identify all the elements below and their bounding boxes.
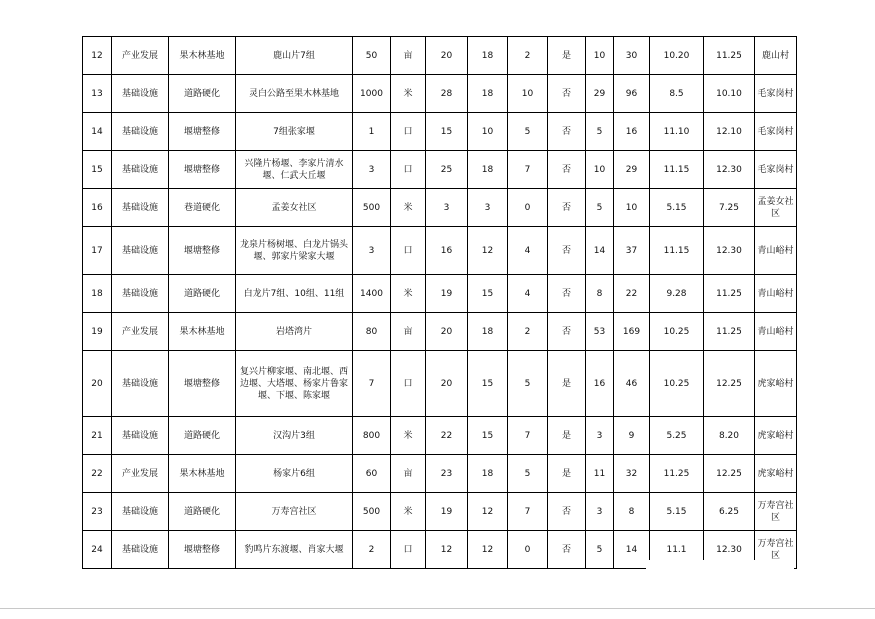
value-b-cell: 3: [468, 189, 508, 227]
category-cell: 基础设施: [112, 275, 169, 313]
value-e-cell: 8: [614, 493, 650, 531]
type-cell: 道路硬化: [169, 493, 236, 531]
value-c-cell: 10: [508, 75, 548, 113]
category-cell: 产业发展: [112, 455, 169, 493]
value-a-cell: 25: [426, 151, 468, 189]
category-cell: 基础设施: [112, 417, 169, 455]
location-cell: 汉沟片3组: [236, 417, 353, 455]
value-c-cell: 5: [508, 455, 548, 493]
value-b-cell: 18: [468, 151, 508, 189]
location-cell: 豹鸣片东渡堰、肖家大堰: [236, 531, 353, 569]
start-date-cell: 11.25: [650, 455, 704, 493]
value-b-cell: 18: [468, 75, 508, 113]
village-cell: 毛家岗村: [755, 151, 797, 189]
flag-cell: 否: [548, 531, 586, 569]
value-c-cell: 5: [508, 113, 548, 151]
end-date-cell: 12.25: [704, 455, 755, 493]
value-e-cell: 32: [614, 455, 650, 493]
type-cell: 堰塘整修: [169, 113, 236, 151]
value-d-cell: 5: [586, 113, 614, 151]
value-d-cell: 5: [586, 531, 614, 569]
type-cell: 巷道硬化: [169, 189, 236, 227]
flag-cell: 是: [548, 37, 586, 75]
start-date-cell: 11.15: [650, 227, 704, 275]
table-row: [83, 275, 797, 313]
value-b-cell: 12: [468, 493, 508, 531]
quantity-cell: 1000: [353, 75, 391, 113]
row-number: 21: [83, 417, 112, 455]
location-cell: 孟姜女社区: [236, 189, 353, 227]
table-body: [83, 37, 797, 569]
start-date-cell: 11.1: [650, 531, 704, 569]
end-date-cell: 12.25: [704, 351, 755, 417]
category-cell: 基础设施: [112, 493, 169, 531]
quantity-cell: 50: [353, 37, 391, 75]
value-d-cell: 11: [586, 455, 614, 493]
end-date-cell: 11.25: [704, 275, 755, 313]
flag-cell: 否: [548, 113, 586, 151]
value-d-cell: 14: [586, 227, 614, 275]
value-c-cell: 4: [508, 227, 548, 275]
row-number: 23: [83, 493, 112, 531]
table-row: [83, 493, 797, 531]
row-number: 17: [83, 227, 112, 275]
category-cell: 基础设施: [112, 189, 169, 227]
unit-cell: 口: [391, 351, 426, 417]
unit-cell: 口: [391, 227, 426, 275]
type-cell: 堰塘整修: [169, 531, 236, 569]
value-d-cell: 10: [586, 37, 614, 75]
start-date-cell: 5.15: [650, 493, 704, 531]
table-row: [83, 113, 797, 151]
quantity-cell: 2: [353, 531, 391, 569]
quantity-cell: 60: [353, 455, 391, 493]
value-e-cell: 9: [614, 417, 650, 455]
end-date-cell: 11.25: [704, 37, 755, 75]
unit-cell: 亩: [391, 313, 426, 351]
type-cell: 道路硬化: [169, 275, 236, 313]
value-e-cell: 37: [614, 227, 650, 275]
location-cell: 灵白公路至果木林基地: [236, 75, 353, 113]
value-a-cell: 20: [426, 351, 468, 417]
quantity-cell: 3: [353, 151, 391, 189]
blank-mask: [646, 560, 794, 574]
village-cell: 万寿宫社区: [755, 493, 797, 531]
village-cell: 虎家峪村: [755, 351, 797, 417]
project-table: [82, 36, 797, 569]
category-cell: 基础设施: [112, 531, 169, 569]
value-a-cell: 19: [426, 493, 468, 531]
end-date-cell: 12.30: [704, 531, 755, 569]
value-a-cell: 12: [426, 531, 468, 569]
village-cell: 青山峪村: [755, 227, 797, 275]
quantity-cell: 7: [353, 351, 391, 417]
value-d-cell: 3: [586, 493, 614, 531]
village-cell: 万寿宫社区: [755, 531, 797, 569]
quantity-cell: 500: [353, 189, 391, 227]
start-date-cell: 10.25: [650, 351, 704, 417]
value-d-cell: 3: [586, 417, 614, 455]
location-cell: 白龙片7组、10组、11组: [236, 275, 353, 313]
table-row: [83, 227, 797, 275]
end-date-cell: 12.10: [704, 113, 755, 151]
value-e-cell: 96: [614, 75, 650, 113]
unit-cell: 米: [391, 75, 426, 113]
value-a-cell: 20: [426, 37, 468, 75]
village-cell: 孟姜女社区: [755, 189, 797, 227]
unit-cell: 米: [391, 275, 426, 313]
value-e-cell: 169: [614, 313, 650, 351]
category-cell: 产业发展: [112, 313, 169, 351]
value-c-cell: 5: [508, 351, 548, 417]
value-e-cell: 30: [614, 37, 650, 75]
row-number: 22: [83, 455, 112, 493]
end-date-cell: 11.25: [704, 313, 755, 351]
type-cell: 堰塘整修: [169, 351, 236, 417]
unit-cell: 米: [391, 493, 426, 531]
value-b-cell: 18: [468, 455, 508, 493]
row-number: 15: [83, 151, 112, 189]
flag-cell: 否: [548, 151, 586, 189]
start-date-cell: 5.15: [650, 189, 704, 227]
value-b-cell: 12: [468, 227, 508, 275]
quantity-cell: 800: [353, 417, 391, 455]
value-d-cell: 16: [586, 351, 614, 417]
type-cell: 堰塘整修: [169, 227, 236, 275]
start-date-cell: 11.15: [650, 151, 704, 189]
start-date-cell: 9.28: [650, 275, 704, 313]
value-c-cell: 4: [508, 275, 548, 313]
village-cell: 虎家峪村: [755, 455, 797, 493]
value-b-cell: 10: [468, 113, 508, 151]
unit-cell: 亩: [391, 455, 426, 493]
value-a-cell: 28: [426, 75, 468, 113]
value-b-cell: 18: [468, 313, 508, 351]
end-date-cell: 12.30: [704, 227, 755, 275]
type-cell: 果木林基地: [169, 455, 236, 493]
category-cell: 基础设施: [112, 75, 169, 113]
village-cell: 虎家峪村: [755, 417, 797, 455]
flag-cell: 否: [548, 275, 586, 313]
unit-cell: 口: [391, 113, 426, 151]
value-d-cell: 8: [586, 275, 614, 313]
location-cell: 龙泉片杨树堰、白龙片锅头堰、郭家片梁家大堰: [236, 227, 353, 275]
unit-cell: 米: [391, 417, 426, 455]
end-date-cell: 6.25: [704, 493, 755, 531]
table-row: [83, 313, 797, 351]
table-row: [83, 75, 797, 113]
type-cell: 果木林基地: [169, 37, 236, 75]
value-e-cell: 29: [614, 151, 650, 189]
quantity-cell: 80: [353, 313, 391, 351]
flag-cell: 是: [548, 417, 586, 455]
value-d-cell: 10: [586, 151, 614, 189]
value-c-cell: 7: [508, 151, 548, 189]
location-cell: 岩塔湾片: [236, 313, 353, 351]
village-cell: 青山峪村: [755, 313, 797, 351]
type-cell: 道路硬化: [169, 75, 236, 113]
value-e-cell: 10: [614, 189, 650, 227]
value-e-cell: 22: [614, 275, 650, 313]
type-cell: 堰塘整修: [169, 151, 236, 189]
value-b-cell: 12: [468, 531, 508, 569]
value-e-cell: 46: [614, 351, 650, 417]
village-cell: 毛家岗村: [755, 75, 797, 113]
flag-cell: 是: [548, 351, 586, 417]
end-date-cell: 8.20: [704, 417, 755, 455]
category-cell: 基础设施: [112, 351, 169, 417]
flag-cell: 是: [548, 455, 586, 493]
value-a-cell: 15: [426, 113, 468, 151]
value-a-cell: 16: [426, 227, 468, 275]
flag-cell: 否: [548, 227, 586, 275]
start-date-cell: 10.25: [650, 313, 704, 351]
flag-cell: 否: [548, 189, 586, 227]
village-cell: 鹿山村: [755, 37, 797, 75]
value-c-cell: 0: [508, 531, 548, 569]
type-cell: 果木林基地: [169, 313, 236, 351]
row-number: 16: [83, 189, 112, 227]
category-cell: 基础设施: [112, 151, 169, 189]
value-b-cell: 15: [468, 275, 508, 313]
start-date-cell: 10.20: [650, 37, 704, 75]
location-cell: 万寿宫社区: [236, 493, 353, 531]
row-number: 18: [83, 275, 112, 313]
value-a-cell: 20: [426, 313, 468, 351]
value-c-cell: 0: [508, 189, 548, 227]
location-cell: 杨家片6组: [236, 455, 353, 493]
end-date-cell: 7.25: [704, 189, 755, 227]
table-row: [83, 417, 797, 455]
end-date-cell: 10.10: [704, 75, 755, 113]
unit-cell: 亩: [391, 37, 426, 75]
quantity-cell: 3: [353, 227, 391, 275]
value-d-cell: 29: [586, 75, 614, 113]
table-row: [83, 151, 797, 189]
row-number: 14: [83, 113, 112, 151]
type-cell: 道路硬化: [169, 417, 236, 455]
table-row: [83, 189, 797, 227]
row-number: 20: [83, 351, 112, 417]
location-cell: 鹿山片7组: [236, 37, 353, 75]
table-row: [83, 455, 797, 493]
value-c-cell: 7: [508, 493, 548, 531]
start-date-cell: 8.5: [650, 75, 704, 113]
start-date-cell: 11.10: [650, 113, 704, 151]
page-divider: [0, 608, 875, 609]
quantity-cell: 1400: [353, 275, 391, 313]
value-e-cell: 14: [614, 531, 650, 569]
quantity-cell: 500: [353, 493, 391, 531]
location-cell: 7组张家堰: [236, 113, 353, 151]
end-date-cell: 12.30: [704, 151, 755, 189]
unit-cell: 口: [391, 531, 426, 569]
village-cell: 青山峪村: [755, 275, 797, 313]
location-cell: 兴隆片杨堰、李家片清水堰、仁武大丘堰: [236, 151, 353, 189]
value-a-cell: 19: [426, 275, 468, 313]
category-cell: 产业发展: [112, 37, 169, 75]
value-c-cell: 2: [508, 37, 548, 75]
category-cell: 基础设施: [112, 227, 169, 275]
unit-cell: 口: [391, 151, 426, 189]
value-b-cell: 15: [468, 351, 508, 417]
flag-cell: 否: [548, 313, 586, 351]
village-cell: 毛家岗村: [755, 113, 797, 151]
unit-cell: 米: [391, 189, 426, 227]
value-d-cell: 5: [586, 189, 614, 227]
value-d-cell: 53: [586, 313, 614, 351]
value-a-cell: 3: [426, 189, 468, 227]
row-number: 13: [83, 75, 112, 113]
row-number: 19: [83, 313, 112, 351]
start-date-cell: 5.25: [650, 417, 704, 455]
value-e-cell: 16: [614, 113, 650, 151]
value-a-cell: 23: [426, 455, 468, 493]
value-c-cell: 7: [508, 417, 548, 455]
row-number: 12: [83, 37, 112, 75]
value-a-cell: 22: [426, 417, 468, 455]
quantity-cell: 1: [353, 113, 391, 151]
row-number: 24: [83, 531, 112, 569]
value-c-cell: 2: [508, 313, 548, 351]
flag-cell: 否: [548, 75, 586, 113]
table-row: [83, 37, 797, 75]
table-row: [83, 351, 797, 417]
category-cell: 基础设施: [112, 113, 169, 151]
flag-cell: 否: [548, 493, 586, 531]
location-cell: 复兴片柳家堰、南北堰、西边堰、大塔堰、杨家片鲁家堰、下堰、陈家堰: [236, 351, 353, 417]
value-b-cell: 15: [468, 417, 508, 455]
value-b-cell: 18: [468, 37, 508, 75]
